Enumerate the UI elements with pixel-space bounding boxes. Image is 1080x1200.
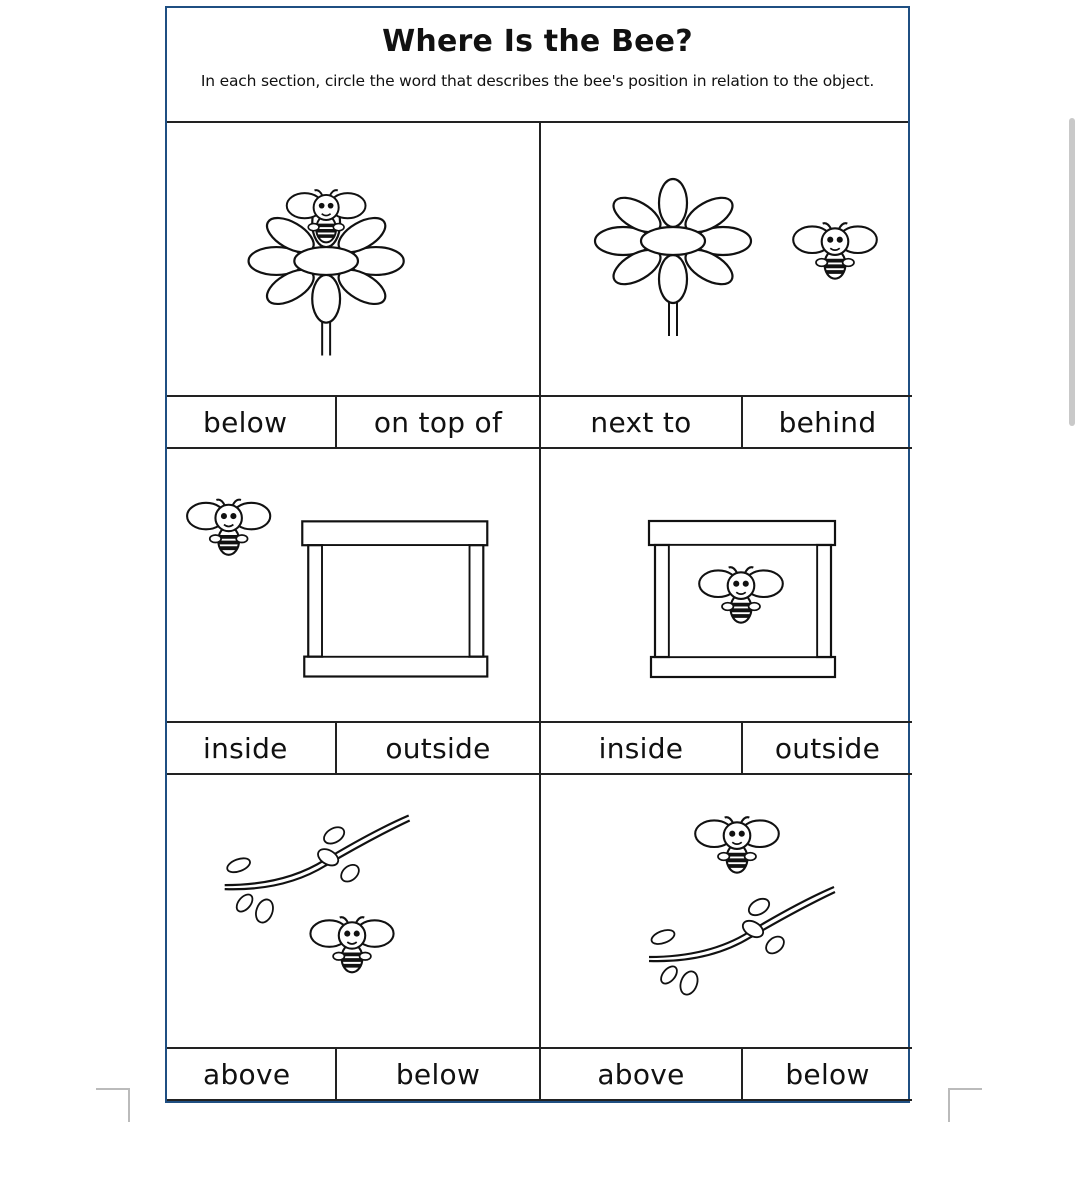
worksheet-instructions: In each section, circle the word that describes the bee's position in relation to the object.	[200, 72, 875, 90]
section-3-options	[167, 721, 539, 773]
section-1-picture	[167, 123, 539, 395]
worksheet-title: Where Is the Bee?	[382, 24, 693, 59]
option-below[interactable]: below	[785, 1057, 870, 1091]
option-inside[interactable]: inside	[167, 723, 337, 773]
worksheet-page	[165, 6, 910, 1103]
option-outside[interactable]: outside	[385, 731, 491, 765]
option-inside[interactable]: inside	[541, 723, 743, 773]
bee-icon	[695, 817, 779, 872]
page-corner-mark-right	[948, 1088, 982, 1122]
section-1-options	[167, 395, 539, 447]
bee-above-branch-illustration	[541, 775, 912, 1047]
section-6-picture	[541, 775, 912, 1047]
option-above[interactable]: above	[167, 1049, 337, 1099]
section-2-options	[541, 395, 912, 447]
flower-icon	[595, 179, 751, 336]
section-3-picture	[167, 449, 539, 721]
bee-on-top-of-flower-illustration	[167, 123, 539, 395]
bee-icon	[793, 223, 877, 278]
vertical-scrollbar[interactable]	[1069, 118, 1075, 426]
option-below[interactable]: below	[167, 397, 337, 447]
section-4-picture	[541, 449, 912, 721]
section-3	[167, 449, 541, 775]
section-4	[541, 449, 912, 775]
section-6	[541, 775, 912, 1101]
section-5-options	[167, 1047, 539, 1099]
section-5	[167, 775, 541, 1101]
section-2-picture	[541, 123, 912, 395]
section-4-options	[541, 721, 912, 773]
option-outside[interactable]: outside	[774, 731, 881, 765]
section-5-picture	[167, 775, 539, 1047]
bee-below-branch-illustration	[167, 775, 539, 1047]
bee-inside-box-illustration	[541, 449, 912, 721]
branch-icon	[225, 816, 410, 925]
bee-icon	[310, 917, 393, 972]
box-icon	[302, 521, 487, 676]
option-on-top-of[interactable]: on top of	[373, 405, 503, 439]
page-corner-mark-left	[96, 1088, 130, 1122]
worksheet-header	[167, 8, 908, 123]
option-below[interactable]: below	[395, 1057, 481, 1091]
section-6-options	[541, 1047, 912, 1099]
bee-outside-box-illustration	[167, 449, 539, 721]
option-next-to[interactable]: next to	[541, 397, 743, 447]
section-2	[541, 123, 912, 449]
option-behind[interactable]: behind	[778, 405, 877, 439]
section-1	[167, 123, 541, 449]
bee-next-to-flower-illustration	[541, 123, 912, 395]
option-above[interactable]: above	[541, 1049, 743, 1099]
branch-icon	[649, 887, 835, 997]
bee-icon	[187, 500, 270, 555]
